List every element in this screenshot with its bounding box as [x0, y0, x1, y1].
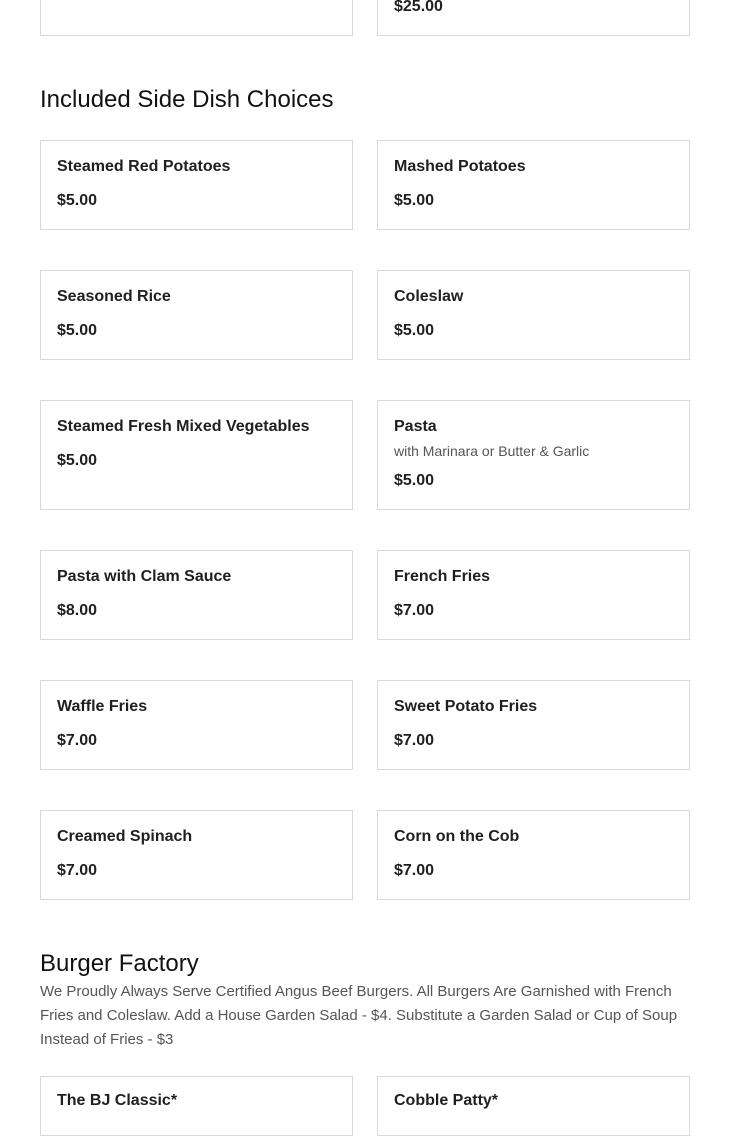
menu-item-name: The BJ Classic*: [57, 1092, 178, 1109]
menu-item-price: $5.00: [394, 472, 435, 489]
menu-item-name: Steamed Fresh Mixed Vegetables: [57, 418, 310, 435]
menu-item-name: Corn on the Cob: [394, 828, 520, 845]
menu-item-name: Pasta: [394, 418, 437, 435]
menu-item-name: Sweet Potato Fries: [394, 698, 538, 715]
side-dish-card[interactable]: [40, 270, 353, 360]
menu-item-name: Waffle Fries: [57, 698, 148, 715]
side-dish-card[interactable]: [377, 140, 690, 230]
side-dish-card[interactable]: [377, 400, 690, 510]
side-dish-card[interactable]: [377, 810, 690, 900]
menu-item-name: Mashed Potatoes: [394, 158, 526, 175]
menu-item-name: Seasoned Rice: [57, 288, 171, 305]
menu-item-price: $5.00: [57, 192, 98, 209]
menu-item-name: French Fries: [394, 568, 491, 585]
section-title-burger-factory: Burger Factory: [40, 950, 199, 977]
menu-item-description: with Marinara or Butter & Garlic: [394, 443, 590, 459]
burger-card[interactable]: [40, 1076, 353, 1136]
menu-item-price: $7.00: [394, 602, 435, 619]
menu-item-price: $5.00: [57, 452, 98, 469]
menu-item-name: Steamed Red Potatoes: [57, 158, 231, 175]
menu-item-price: $5.00: [57, 322, 98, 339]
menu-item-description: [57, 0, 280, 1]
side-dish-card[interactable]: [377, 270, 690, 360]
side-dish-card[interactable]: [40, 680, 353, 770]
menu-item-price: $7.00: [57, 732, 98, 749]
previous-menu-items: [40, 0, 690, 36]
menu-item-name: Pasta with Clam Sauce: [57, 568, 232, 585]
side-dish-card[interactable]: [40, 140, 353, 230]
menu-item-price: $7.00: [394, 732, 435, 749]
menu-item-name: Cobble Patty*: [394, 1092, 499, 1109]
side-dish-card[interactable]: [377, 550, 690, 640]
menu-item-card[interactable]: [40, 0, 353, 36]
section-title-side-dishes: Included Side Dish Choices: [40, 86, 334, 113]
menu-item-price: $5.00: [394, 192, 435, 209]
menu-item-price: $5.00: [394, 322, 435, 339]
burger-card[interactable]: [377, 1076, 690, 1136]
side-dish-card[interactable]: [40, 810, 353, 900]
menu-item-card[interactable]: [377, 0, 690, 36]
menu-item-name: Coleslaw: [394, 288, 464, 305]
menu-item-price: $7.00: [394, 862, 435, 879]
side-dish-card[interactable]: [40, 550, 353, 640]
menu-item-price: $8.00: [57, 602, 98, 619]
menu-item-price: $7.00: [57, 862, 98, 879]
menu-item-price: $25.00: [394, 0, 443, 15]
side-dish-card[interactable]: [40, 400, 353, 510]
menu-item-name: Creamed Spinach: [57, 828, 193, 845]
side-dish-card[interactable]: [377, 680, 690, 770]
section-description: We Proudly Always Serve Certified Angus Beef Burgers. All Burgers Are Garnished with French Fries and Coleslaw. Add a House Garden Salad - $4. Substitute a Garden Salad or Cup of Soup Instead of Fries - $3: [40, 983, 678, 1048]
